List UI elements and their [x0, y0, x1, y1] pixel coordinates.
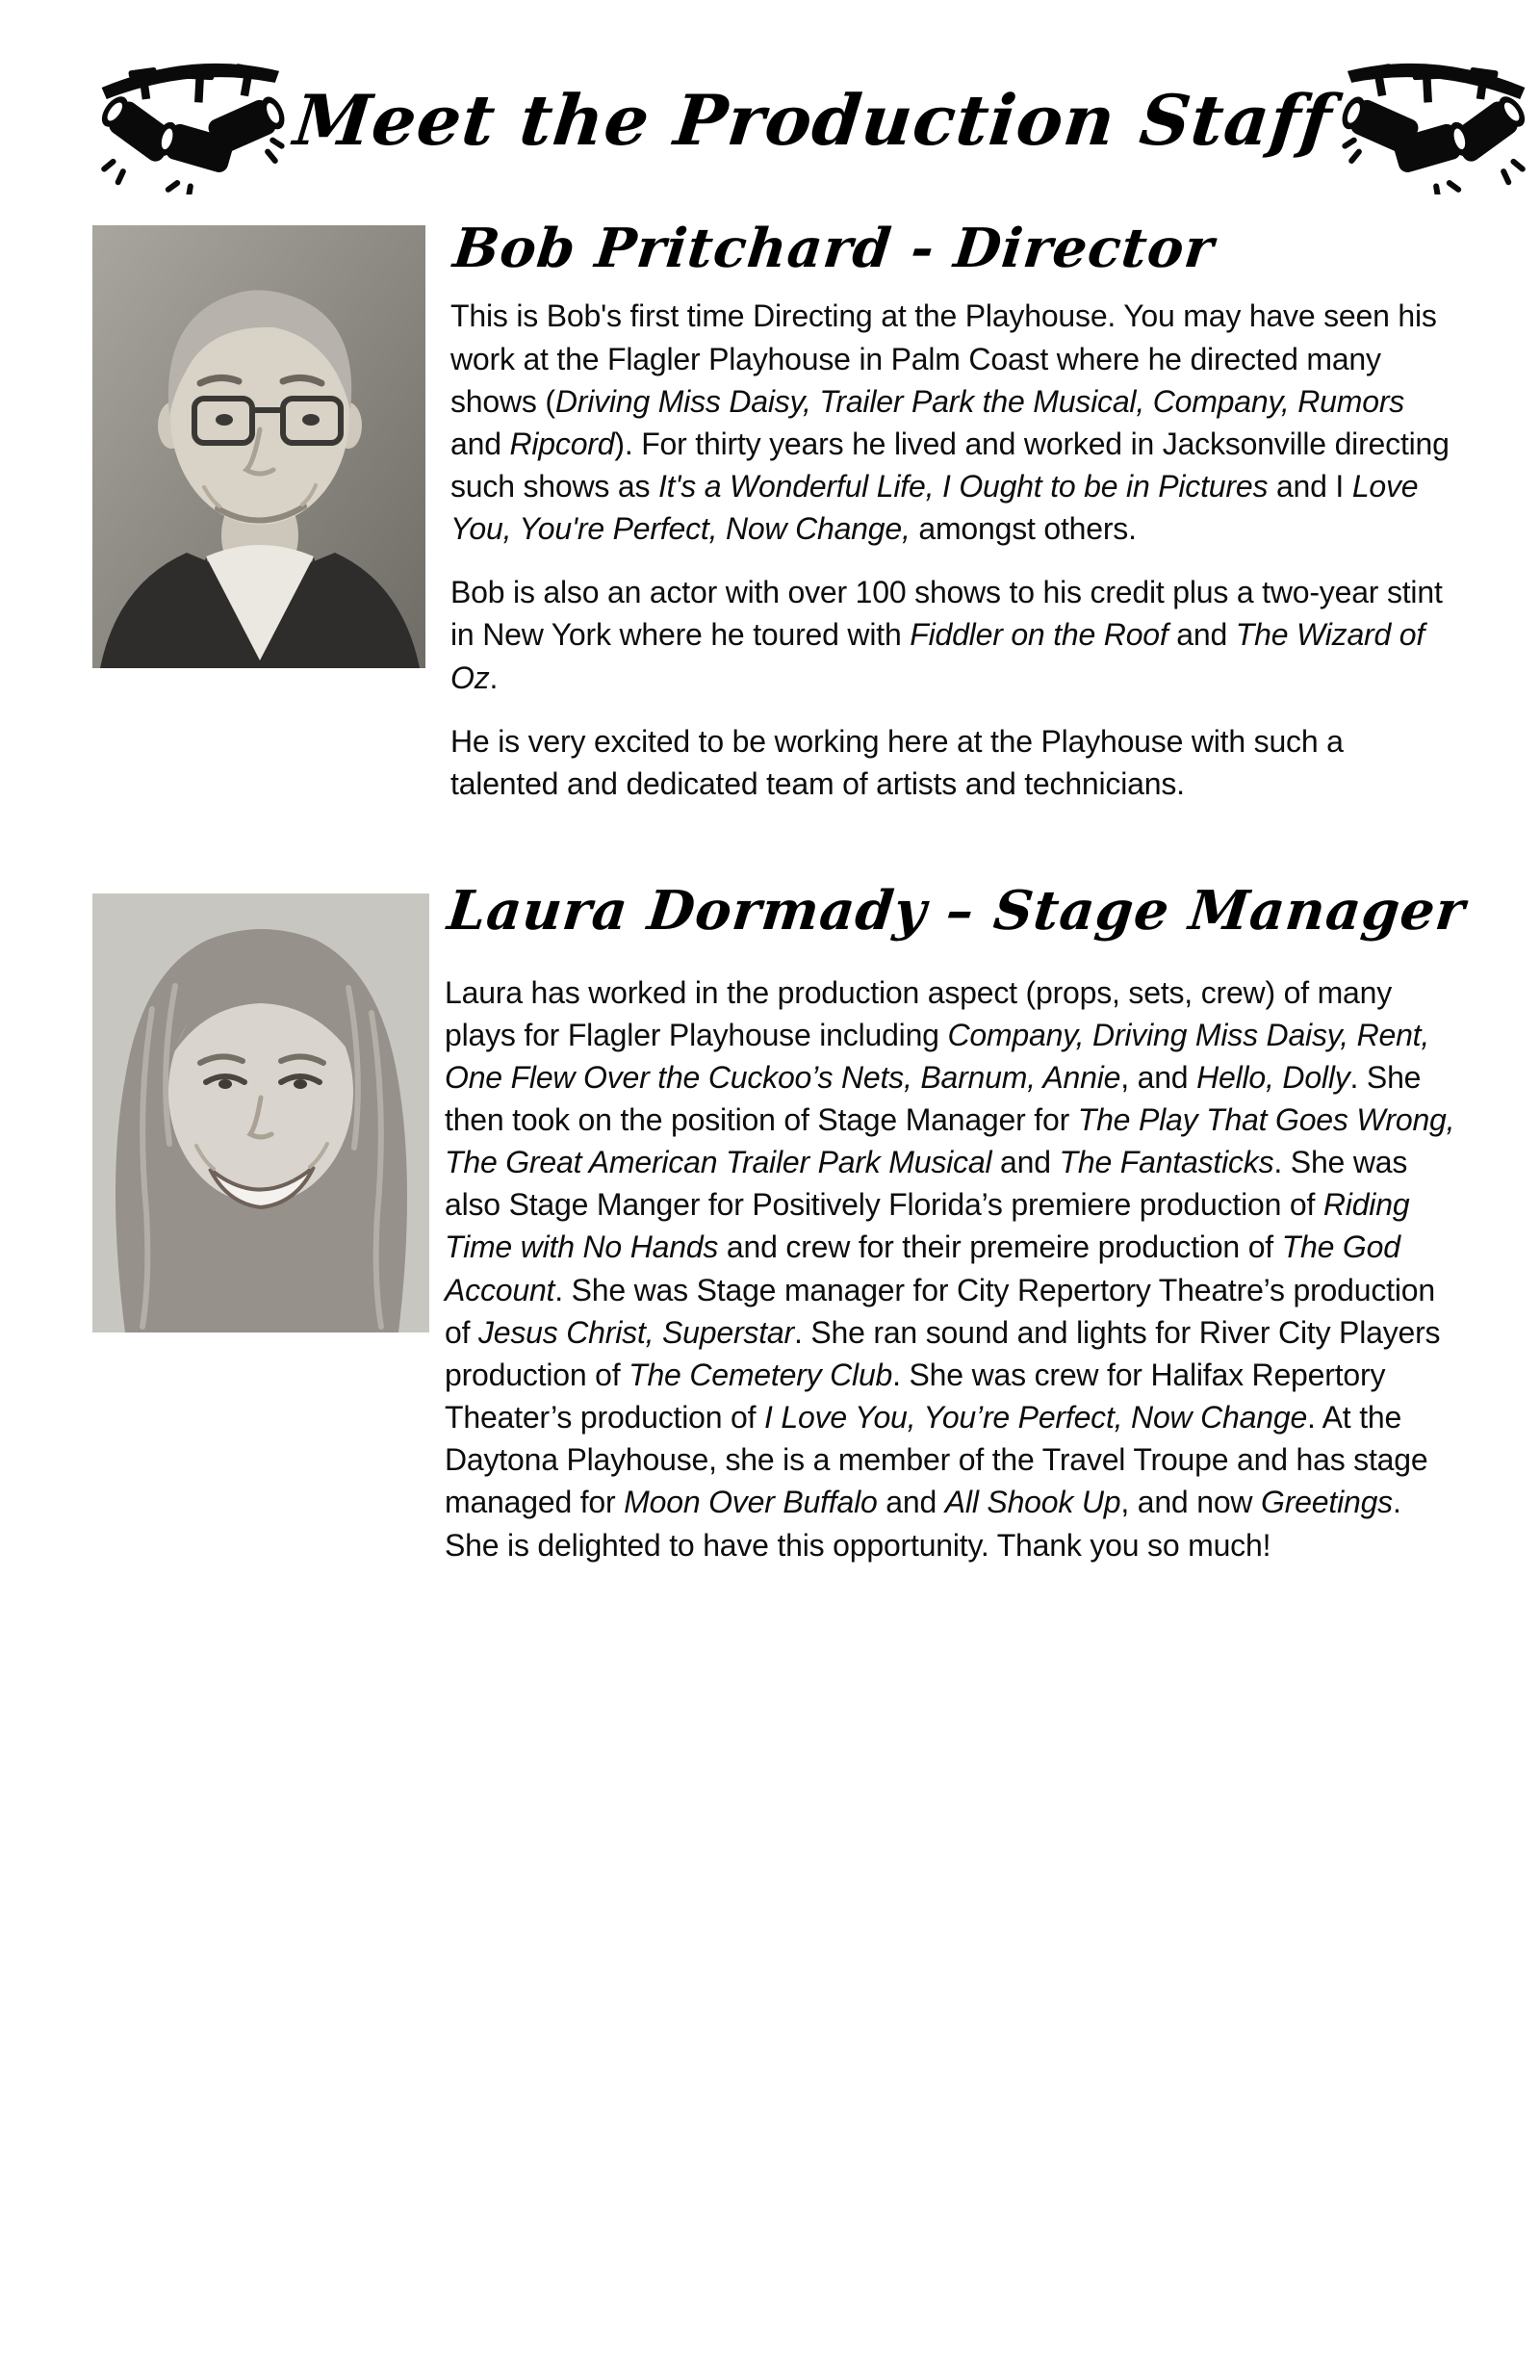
bob-bio-paragraph-3: He is very excited to be working here at the Playhouse with such a talented and dedicated team of artists and technicians.	[450, 723, 1344, 801]
bob-pritchard-photo	[92, 225, 425, 668]
laura-bio	[444, 879, 1469, 1566]
laura-dormady-photo	[92, 893, 429, 1332]
laura-heading: Laura Dormady – Stage Manager	[444, 879, 1469, 944]
page-header	[0, 0, 1540, 194]
bob-bio-paragraph-1: This is Bob's first time Directing at the Playhouse. You may have seen his work at the Flagler Playhouse in Palm Coast where he directed many shows (Driving Miss Daisy, Trailer Park the Musical, Company, Rumors and Ripcord). For thirty years he lived and worked in Jacksonville directing such shows as It's a Wonderful Life, I Ought to be in Pictures and I Love You, You're Perfect, Now Change, amongst others.	[450, 298, 1450, 547]
page-title: Meet the Production Staff	[290, 79, 1337, 161]
laura-bio-paragraph-1: Laura has worked in the production aspect (props, sets, crew) of many plays for Flagler Playhouse including Company, Driving Miss Daisy, Rent, One Flew Over the Cuckoo’s Nets, Barnum, Annie, and Hello, Dolly. She then took on the position of Stage Manager for The Play That Goes Wrong, The Great American Trailer Park Musical and The Fantasticks. She was also Stage Manger for Positively Florida’s premiere production of Riding Time with No Hands and crew for their premeire production of The God Account. She was Stage manager for City Repertory Theatre’s production of Jesus Christ, Superstar. She ran sound and lights for River City Players production of The Cemetery Club. She was crew for Halifax Repertory Theater’s production of I Love You, You’re Perfect, Now Change. At the Daytona Playhouse, she is a member of the Travel Troupe and has stage managed for Moon Over Buffalo and All Shook Up, and now Greetings. She is delighted to have this opportunity. Thank you so much!	[445, 974, 1455, 1563]
staff-section-laura	[92, 879, 1469, 1566]
spotlights-left-icon	[85, 48, 295, 194]
spotlights-right-icon	[1332, 48, 1540, 194]
bob-bio-paragraph-2: Bob is also an actor with over 100 shows to his credit plus a two-year stint in New York where he toured with Fiddler on the Roof and The Wizard of Oz.	[450, 575, 1443, 695]
staff-section-bob	[92, 217, 1459, 805]
bob-bio	[449, 217, 1457, 805]
bob-heading: Bob Pritchard - Director	[449, 217, 1218, 280]
